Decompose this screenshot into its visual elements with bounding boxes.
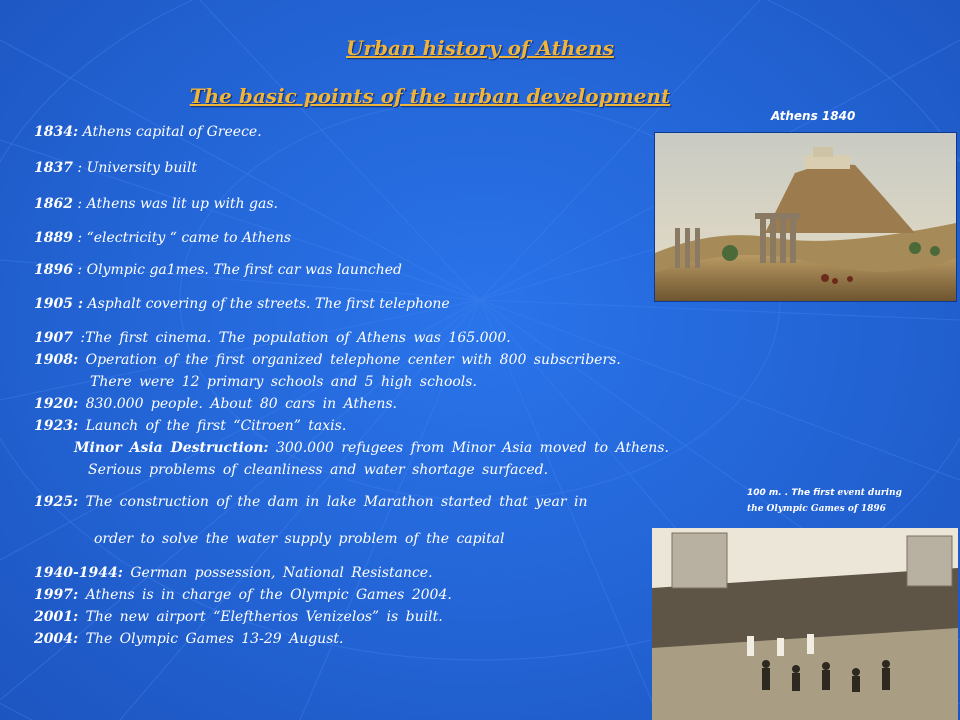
timeline-line — [34, 587, 452, 603]
timeline-line — [34, 565, 433, 581]
timeline-text: Operation of the first organized telephone center with 800 subscribers. — [78, 352, 621, 368]
image2-caption — [747, 485, 902, 517]
timeline-line — [34, 160, 197, 176]
timeline-text: The new airport “Eleftherios Venizelos” is built. — [78, 609, 443, 625]
timeline-year: 2001: — [34, 609, 79, 625]
timeline-year: 2004: — [34, 631, 79, 647]
timeline-line — [74, 440, 669, 456]
timeline-text: 300.000 refugees from Minor Asia moved to Athens. — [268, 440, 669, 456]
athens-1840-painting — [654, 132, 957, 302]
timeline-text: Athens capital of Greece. — [78, 124, 262, 140]
timeline-year: 1889 — [34, 230, 73, 246]
timeline-year: 1908: — [34, 352, 79, 368]
timeline-year: 1997: — [34, 587, 79, 603]
timeline-year: 1907 — [34, 330, 73, 346]
timeline-line — [34, 396, 397, 412]
timeline-text: : Olympic ga1mes. The first car was launched — [72, 262, 402, 278]
timeline-line — [34, 196, 278, 212]
timeline-year: 1896 — [34, 262, 73, 278]
timeline-line — [34, 631, 343, 647]
timeline-line — [90, 374, 477, 390]
timeline-year: 1923: — [34, 418, 79, 434]
timeline-text: order to solve the water supply problem of the capital — [94, 531, 505, 547]
timeline-year: 1925: — [34, 494, 79, 510]
timeline-year: 1862 — [34, 196, 73, 212]
timeline-line — [34, 418, 346, 434]
timeline-text: 830.000 people. About 80 cars in Athens. — [78, 396, 397, 412]
timeline-line — [88, 462, 548, 478]
timeline-text: Launch of the first “Citroen” taxis. — [78, 418, 347, 434]
timeline-year: 1837 — [34, 160, 73, 176]
page-title: Urban history of Athens — [346, 36, 614, 60]
timeline-text: Athens is in charge of the Olympic Games 2004. — [78, 587, 452, 603]
timeline-text: :The first cinema. The population of Athens was 165.000. — [72, 330, 511, 346]
timeline-year: 1920: — [34, 396, 79, 412]
image2-caption-part2: the Olympic Games of 1896 — [747, 504, 886, 514]
timeline-text: There were 12 primary schools and 5 high schools. — [90, 374, 477, 390]
timeline-line — [34, 609, 443, 625]
image2-caption-bold: 100 m. . The first — [747, 488, 835, 498]
image1-caption: Athens 1840 — [771, 109, 856, 123]
timeline-line — [34, 330, 511, 346]
timeline-text: The construction of the dam in lake Marathon started that year in — [78, 494, 588, 510]
timeline-text: Serious problems of cleanliness and water shortage surfaced. — [88, 462, 549, 478]
timeline-year: 1905 : — [34, 296, 84, 312]
timeline-text: The Olympic Games 13-29 August. — [78, 631, 344, 647]
timeline-text: : “electricity “ came to Athens — [72, 230, 292, 246]
timeline-text: German possession, National Resistance. — [122, 565, 433, 581]
timeline-year: 1940-1944: — [34, 565, 123, 581]
timeline-line — [34, 124, 262, 140]
timeline-line — [34, 230, 291, 246]
timeline-year: 1834: — [34, 124, 79, 140]
olympic-games-1896-photo — [652, 528, 958, 720]
timeline-line — [94, 531, 505, 547]
timeline-text: : University built — [72, 160, 197, 176]
timeline-text: : Athens was lit up with gas. — [72, 196, 278, 212]
page-subtitle: The basic points of the urban development — [189, 84, 671, 108]
image2-caption-part1: event during — [834, 488, 902, 498]
timeline-text: Asphalt covering of the streets. The first telephone — [83, 296, 450, 312]
timeline-line — [34, 494, 587, 510]
timeline-line — [34, 352, 621, 368]
timeline-line — [34, 296, 450, 312]
timeline-line — [34, 262, 402, 278]
timeline-year: Minor Asia Destruction: — [74, 440, 269, 456]
